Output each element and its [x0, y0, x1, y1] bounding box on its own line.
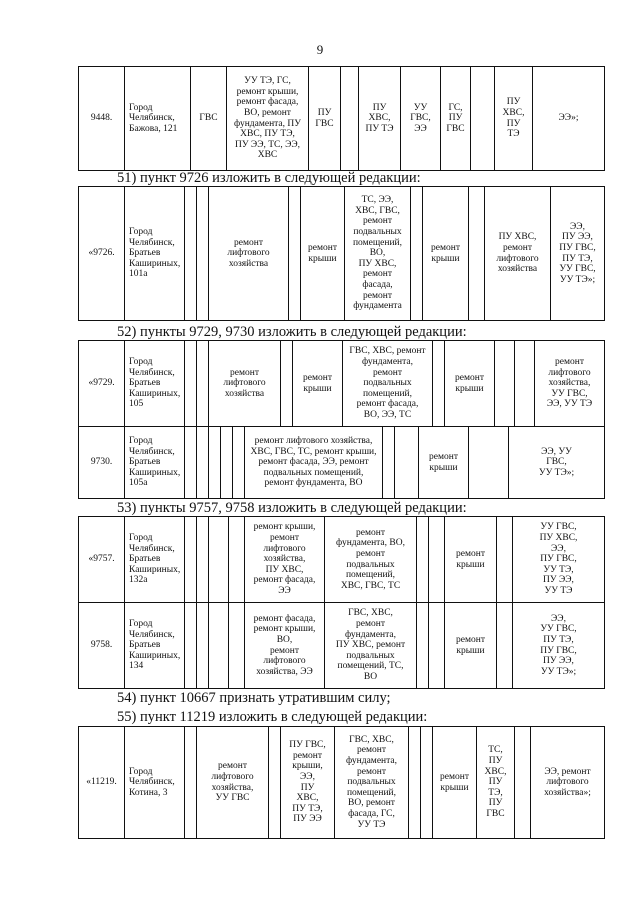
work-cell: ЭЭ, УУ ГВС, УУ ТЭ»;: [509, 427, 605, 499]
work-cell: [209, 427, 221, 499]
work-cell: ремонт крыши: [445, 341, 495, 427]
section-heading: 52) пункты 9729, 9730 изложить в следующей редакции:: [117, 324, 467, 340]
work-cell: ПУ ГВС, ремонт крыши, ЭЭ, ПУ ХВС, ПУ ТЭ, ПУ ЭЭ: [281, 727, 335, 839]
table-row: [79, 427, 605, 499]
work-cell: [229, 517, 245, 603]
work-cell: [515, 341, 535, 427]
work-cell: ТС, ПУ ХВС, ПУ ТЭ, ПУ ГВС: [477, 727, 515, 839]
table-row: [79, 187, 605, 321]
work-cell: [411, 187, 423, 321]
work-cell: ПУ ХВС, ПУ ТЭ: [359, 67, 401, 171]
work-cell: [185, 427, 197, 499]
table-row: [79, 67, 605, 171]
table-row: [79, 727, 605, 839]
section-heading: 55) пункт 11219 изложить в следующей редакции:: [117, 709, 428, 725]
work-cell: [197, 187, 209, 321]
work-cell: [233, 427, 245, 499]
work-cell: [341, 67, 359, 171]
work-cell: [469, 427, 509, 499]
work-cell: ПУ ХВС, ПУ ТЭ: [495, 67, 533, 171]
table-row: [79, 517, 605, 603]
work-cell: [281, 341, 293, 427]
work-cell: [417, 517, 429, 603]
table-9448: [78, 66, 605, 171]
work-cell: [185, 517, 197, 603]
work-cell: ремонт крыши: [445, 603, 497, 689]
page-number: 9: [316, 42, 324, 57]
work-cell: [197, 517, 209, 603]
table-11219: [78, 726, 605, 839]
work-cell: ремонт крыши: [293, 341, 343, 427]
section-heading: 54) пункт 10667 признать утратившим силу;: [117, 690, 391, 706]
work-cell: ГВС: [191, 67, 227, 171]
work-cell: ТС, ЭЭ, ХВС, ГВС, ремонт подвальных помещений, ВО, ПУ ХВС, ремонт фасада, ремонт фундамента: [345, 187, 411, 321]
work-cell: [429, 517, 445, 603]
work-cell: УУ ТЭ, ГС, ремонт крыши, ремонт фасада, ВО, ремонт фундамента, ПУ ХВС, ПУ ТЭ, ПУ ЭЭ, ТС, ЭЭ, ХВС: [227, 67, 309, 171]
work-cell: ремонт крыши: [301, 187, 345, 321]
work-cell: [469, 187, 485, 321]
work-cell: ЭЭ, ремонт лифтового хозяйства»;: [531, 727, 605, 839]
address-cell: Город Челябинск, Котина, 3: [125, 727, 185, 839]
address-cell: Город Челябинск, Бажова, 121: [125, 67, 191, 171]
row-number: 9448.: [79, 67, 125, 171]
table-row: [79, 603, 605, 689]
work-cell: ремонт крыши: [433, 727, 477, 839]
work-cell: [185, 187, 197, 321]
work-cell: [497, 603, 513, 689]
work-cell: [185, 341, 197, 427]
work-cell: ремонт лифтового хозяйства, ХВС, ГВС, ТС, ремонт крыши, ремонт фасада, ЭЭ, ремонт подвальных помещений, ремонт фундамента, ВО: [245, 427, 383, 499]
work-cell: [433, 341, 445, 427]
section-heading: 51) пункт 9726 изложить в следующей редакции:: [117, 170, 421, 186]
work-cell: ремонт лифтового хозяйства: [209, 187, 289, 321]
row-number: «11219.: [79, 727, 125, 839]
address-cell: Город Челябинск, Братьев Кашириных, 105: [125, 341, 185, 427]
work-cell: [421, 727, 433, 839]
work-cell: ремонт крыши: [445, 517, 497, 603]
row-number: «9726.: [79, 187, 125, 321]
address-cell: Город Челябинск, Братьев Кашириных, 134: [125, 603, 185, 689]
row-number: 9730.: [79, 427, 125, 499]
work-cell: [185, 727, 197, 839]
work-cell: ПУ ХВС, ремонт лифтового хозяйства: [485, 187, 551, 321]
row-number: 9758.: [79, 603, 125, 689]
work-cell: [515, 727, 531, 839]
work-cell: [429, 603, 445, 689]
work-cell: [269, 727, 281, 839]
work-cell: ГС, ПУ ГВС: [441, 67, 471, 171]
work-cell: [229, 603, 245, 689]
work-cell: ремонт лифтового хозяйства, УУ ГВС: [197, 727, 269, 839]
work-cell: ремонт фундамента, ВО, ремонт подвальных помещений, ХВС, ГВС, ТС: [325, 517, 417, 603]
work-cell: [471, 67, 495, 171]
work-cell: ремонт крыши: [423, 187, 469, 321]
work-cell: [495, 341, 515, 427]
section-heading: 53) пункты 9757, 9758 изложить в следующей редакции:: [117, 500, 467, 516]
work-cell: ремонт крыши, ремонт лифтового хозяйства, ПУ ХВС, ремонт фасада, ЭЭ: [245, 517, 325, 603]
table-9757-9758: [78, 516, 605, 689]
work-cell: УУ ГВС, ПУ ХВС, ЭЭ, ПУ ГВС, УУ ТЭ, ПУ ЭЭ, УУ ТЭ: [513, 517, 605, 603]
address-cell: Город Челябинск, Братьев Кашириных, 101а: [125, 187, 185, 321]
work-cell: ПУ ГВС: [309, 67, 341, 171]
work-cell: [185, 603, 197, 689]
work-cell: ГВС, ХВС, ремонт фундамента, ПУ ХВС, ремонт подвальных помещений, ТС, ВО: [325, 603, 417, 689]
row-number: «9757.: [79, 517, 125, 603]
work-cell: ремонт лифтового хозяйства, УУ ГВС, ЭЭ, УУ ТЭ: [535, 341, 605, 427]
work-cell: [197, 603, 209, 689]
table-9729-9730: [78, 340, 605, 427]
address-cell: Город Челябинск, Братьев Кашириных, 105а: [125, 427, 185, 499]
work-cell: [409, 727, 421, 839]
address-cell: Город Челябинск, Братьев Кашириных, 132а: [125, 517, 185, 603]
work-cell: [383, 427, 395, 499]
work-cell: [417, 603, 429, 689]
work-cell: [197, 341, 209, 427]
work-cell: ГВС, ХВС, ремонт фундамента, ремонт подвальных помещений, ремонт фасада, ВО, ЭЭ, ТС: [343, 341, 433, 427]
work-cell: ЭЭ»;: [533, 67, 605, 171]
work-cell: [209, 603, 229, 689]
work-cell: УУ ГВС, ЭЭ: [401, 67, 441, 171]
work-cell: [197, 427, 209, 499]
work-cell: [497, 517, 513, 603]
work-cell: [209, 517, 229, 603]
work-cell: ремонт крыши: [419, 427, 469, 499]
table-9730: [78, 426, 605, 499]
work-cell: [395, 427, 419, 499]
work-cell: ЭЭ, УУ ГВС, ПУ ТЭ, ПУ ГВС, ПУ ЭЭ, УУ ТЭ»;: [513, 603, 605, 689]
work-cell: ремонт фасада, ремонт крыши, ВО, ремонт лифтового хозяйства, ЭЭ: [245, 603, 325, 689]
work-cell: [289, 187, 301, 321]
table-9726: [78, 186, 605, 321]
work-cell: ГВС, ХВС, ремонт фундамента, ремонт подвальных помещений, ВО, ремонт фасада, ГС, УУ ТЭ: [335, 727, 409, 839]
work-cell: [221, 427, 233, 499]
row-number: «9729.: [79, 341, 125, 427]
work-cell: ЭЭ, ПУ ЭЭ, ПУ ГВС, ПУ ТЭ, УУ ГВС, УУ ТЭ»;: [551, 187, 605, 321]
table-row: [79, 341, 605, 427]
work-cell: ремонт лифтового хозяйства: [209, 341, 281, 427]
